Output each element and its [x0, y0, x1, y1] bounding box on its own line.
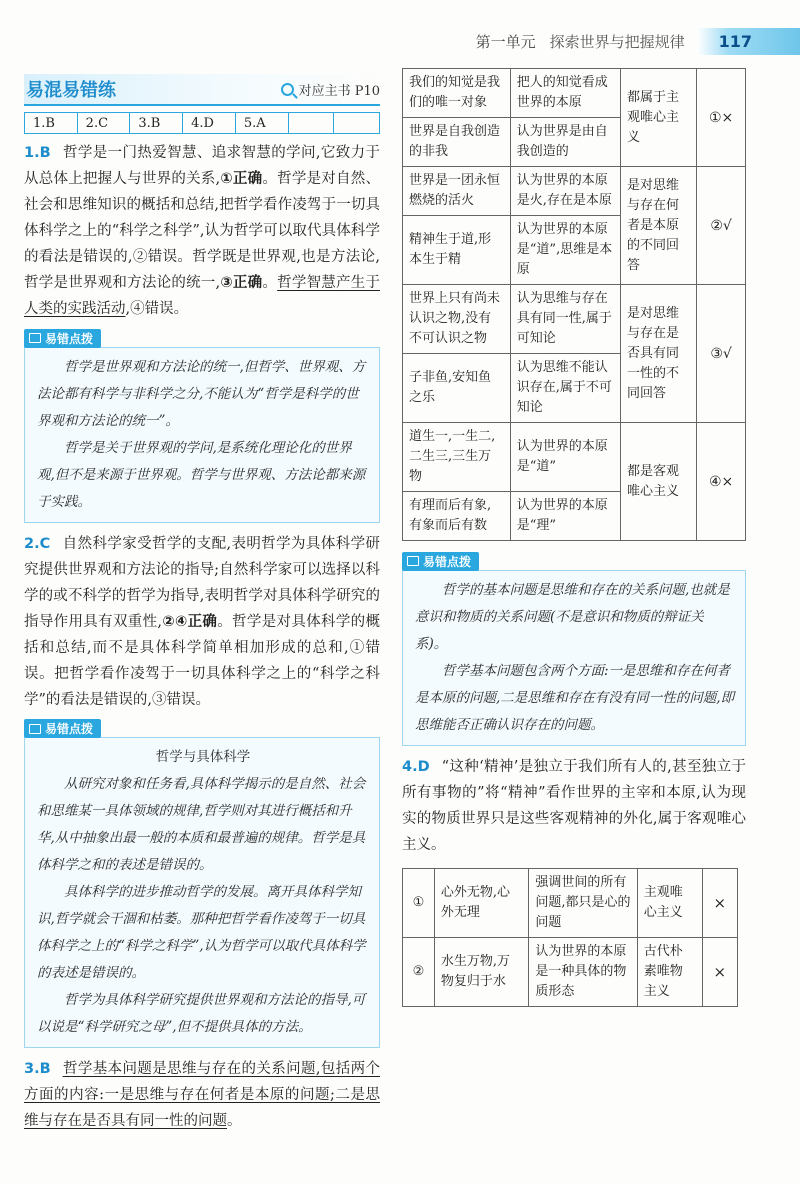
question-number: 4. — [402, 758, 418, 775]
tip-box-1 — [24, 328, 380, 523]
explanation-underlined: 哲学智慧产生于人类的实践活动 — [24, 275, 381, 317]
option-analysis-table — [402, 868, 738, 1007]
left-column — [24, 74, 380, 1134]
tip-tag — [24, 719, 101, 738]
table-cell: 有理而后有象,有象而后有数 — [403, 492, 511, 541]
reference-link[interactable] — [281, 80, 380, 99]
explanation-text: ,④错误。 — [125, 301, 189, 317]
explanation-text: 。哲学是对具体科学的概括和总结,而不是具体科学简单相加形成的总和,①错误。把哲学看作凌驾于一切具体科学之上的“科学之科学”的看法是错误的,③错误。 — [24, 613, 380, 708]
section-title: 易混易错练 — [26, 80, 116, 101]
tip-paragraph: 哲学基本问题包含两个方面:一是思维和存在何者是本原的问题,二是思维和存在有没有同一性的问题,即思维能否正确认识存在的问题。 — [415, 662, 735, 733]
judgement-mark: ①× — [697, 69, 746, 167]
explanation-bold: ②④正确 — [162, 613, 218, 630]
answer-cell: 5.A — [235, 113, 288, 134]
table-cell: 认为世界的本原是“道”,思维是本原 — [510, 216, 620, 285]
tip-label: 易错点拨 — [45, 722, 94, 736]
question-answer: C — [39, 535, 51, 552]
tip-box-2 — [24, 719, 380, 1049]
question-answer: D — [417, 758, 430, 775]
judgement-mark: ②√ — [697, 167, 746, 285]
topic-label: 探索世界与把握规律 — [549, 32, 685, 51]
judgement-mark: × — [702, 937, 737, 1006]
explanation-text: “这种‘精神’是独立于我们所有人的,甚至独立于所有事物的”将“精神”看作世界的主宰和本原,认为现实的物质世界只是这些客观精神的外化,属于客观唯心主义。 — [402, 758, 746, 853]
question-3 — [24, 1056, 380, 1134]
tip-paragraph: 哲学是世界观和方法论的统一,但哲学、世界观、方法论都有科学与非科学之分,不能认为“哲学是科学的世界观和方法论的统一”。 — [37, 358, 366, 429]
table-cell: 认为思维不能认识存在,属于不可知论 — [510, 354, 620, 423]
search-icon — [281, 83, 294, 96]
answer-cell: 4.D — [183, 113, 236, 134]
table-cell: 世界上只有尚未认识之物,没有不可认识之物 — [403, 285, 511, 354]
table-cell: 精神生于道,形本生于精 — [403, 216, 511, 285]
table-cell: 主观唯心主义 — [637, 868, 702, 937]
screen-icon — [29, 724, 41, 734]
table-cell: 认为世界的本原是火,存在是本原 — [510, 167, 620, 216]
question-answer: B — [39, 145, 51, 161]
question-number: 2. — [24, 535, 40, 552]
question-2 — [24, 531, 380, 713]
answer-cell-empty — [288, 113, 334, 134]
table-cell: 我们的知觉是我们的唯一对象 — [403, 69, 511, 118]
explanation-underlined: 哲学基本问题是思维与存在的关系问题,包括两个方面的内容:一是思维与存在何者是本原的问题;二是思维与存在是否具有同一性的问题 — [24, 1061, 380, 1129]
philosophy-comparison-table — [402, 68, 746, 541]
tip-label: 易错点拨 — [423, 554, 472, 569]
screen-icon — [407, 556, 419, 566]
table-cell: 把人的知觉看成世界的本原 — [510, 69, 620, 118]
answer-cell: 3.B — [130, 113, 183, 134]
explanation-text: 自然科学家受哲学的支配,表明哲学为具体科学研究提供世界观和方法论的指导;自然科学家可以选择以科学的或不科学的哲学为指导,表明哲学对具体科学研究的指导作用具有双重性, — [24, 535, 380, 630]
table-cell: 是对思维与存在何者是本原的不同回答 — [620, 167, 696, 285]
table-cell: 强调世间的所有问题,都只是心的问题 — [529, 868, 637, 937]
table-cell: 子非鱼,安知鱼之乐 — [403, 354, 511, 423]
explanation-bold: ①正确 — [220, 171, 263, 187]
page-header — [476, 26, 800, 56]
explanation-text: 。 — [227, 1113, 242, 1129]
table-cell: 世界是一团永恒燃烧的活火 — [403, 167, 511, 216]
question-answer: B — [39, 1061, 51, 1077]
table-cell: 认为世界是由自我创造的 — [510, 118, 620, 167]
section-header — [24, 74, 380, 106]
tip-body — [24, 347, 380, 523]
explanation-text: 。 — [262, 275, 278, 291]
reference-text: 对应主书 P10 — [298, 83, 380, 99]
judgement-mark: × — [702, 868, 737, 937]
table-cell: 都属于主观唯心主义 — [620, 69, 696, 167]
tip-tag — [24, 329, 101, 348]
table-cell: 认为世界的本原是“道” — [510, 423, 620, 492]
table-cell: 都是客观唯心主义 — [620, 423, 696, 541]
question-number: 3. — [24, 1061, 40, 1077]
right-column — [402, 68, 746, 1007]
tip-box-3 — [402, 551, 746, 746]
tip-paragraph: 具体科学的进步推动哲学的发展。离开具体科学知识,哲学就会干涸和枯萎。那种把哲学看作凌驾于一切具体科学之上的“科学之科学”,认为哲学可以取代具体科学的表述是错误的。 — [37, 884, 366, 981]
table-cell: 世界是自我创造的非我 — [403, 118, 511, 167]
table-cell: 古代朴素唯物主义 — [637, 937, 702, 1006]
table-cell: 道生一,一生二,二生三,三生万物 — [403, 423, 511, 492]
page-number: 117 — [697, 28, 800, 55]
tip-paragraph: 哲学是关于世界观的学问,是系统化理论化的世界观,但不是来源于世界观。哲学与世界观、方法论都来源于实践。 — [37, 439, 366, 510]
table-cell: 心外无物,心外无理 — [434, 868, 529, 937]
tip-paragraph: 从研究对象和任务看,具体科学揭示的是自然、社会和思维某一具体领域的规律,哲学则对其进行概括和升华,从中抽象出最一般的本质和最普遍的规律。哲学是具体科学之和的表述是错误的。 — [37, 776, 366, 873]
explanation-text: 哲学是一门热爱智慧、追求智慧的学问,它致力于从总体上把握人与世界的关系, — [24, 145, 380, 187]
judgement-mark: ③√ — [697, 285, 746, 423]
option-index: ① — [403, 868, 435, 937]
table-cell: 水生万物,万物复归于水 — [434, 937, 529, 1006]
explanation-bold: ③正确 — [220, 275, 263, 291]
table-cell: 是对思维与存在是否具有同一性的不同回答 — [620, 285, 696, 423]
judgement-mark: ④× — [697, 423, 746, 541]
tip-tag — [402, 552, 479, 571]
unit-label: 第一单元 — [475, 32, 536, 51]
option-index: ② — [403, 937, 435, 1006]
answer-cell: 1.B — [25, 113, 78, 134]
tip-paragraph: 哲学的基本问题是思维和存在的关系问题,也就是意识和物质的关系问题(不是意识和物质的辩证关系)。 — [415, 581, 730, 652]
tip-paragraph: 哲学为具体科学研究提供世界观和方法论的指导,可以说是“科学研究之母”,但不提供具体的方法。 — [37, 992, 366, 1035]
screen-icon — [29, 333, 41, 343]
question-1 — [24, 140, 380, 322]
answer-key-table — [24, 112, 380, 134]
table-cell: 认为思维与存在具有同一性,属于可知论 — [510, 285, 620, 354]
question-number: 1. — [24, 145, 40, 161]
question-4 — [402, 754, 746, 858]
explanation-text: 。哲学是对自然、社会和思维知识的概括和总结,把哲学看作凌驾于一切具体科学之上的“科学之科学”,认为哲学可以取代具体科学的看法是错误的,②错误。哲学既是世界观,也是方法论,哲学是世界观和方法论的统一, — [24, 171, 381, 291]
tip-title: 哲学与具体科学 — [155, 749, 251, 765]
answer-cell-empty — [334, 113, 380, 134]
tip-label: 易错点拨 — [45, 331, 94, 346]
tip-body — [402, 570, 746, 746]
table-cell: 认为世界的本原是一种具体的物质形态 — [529, 937, 637, 1006]
answer-cell: 2.C — [77, 113, 130, 134]
table-cell: 认为世界的本原是“理” — [510, 492, 620, 541]
tip-body — [24, 737, 380, 1048]
